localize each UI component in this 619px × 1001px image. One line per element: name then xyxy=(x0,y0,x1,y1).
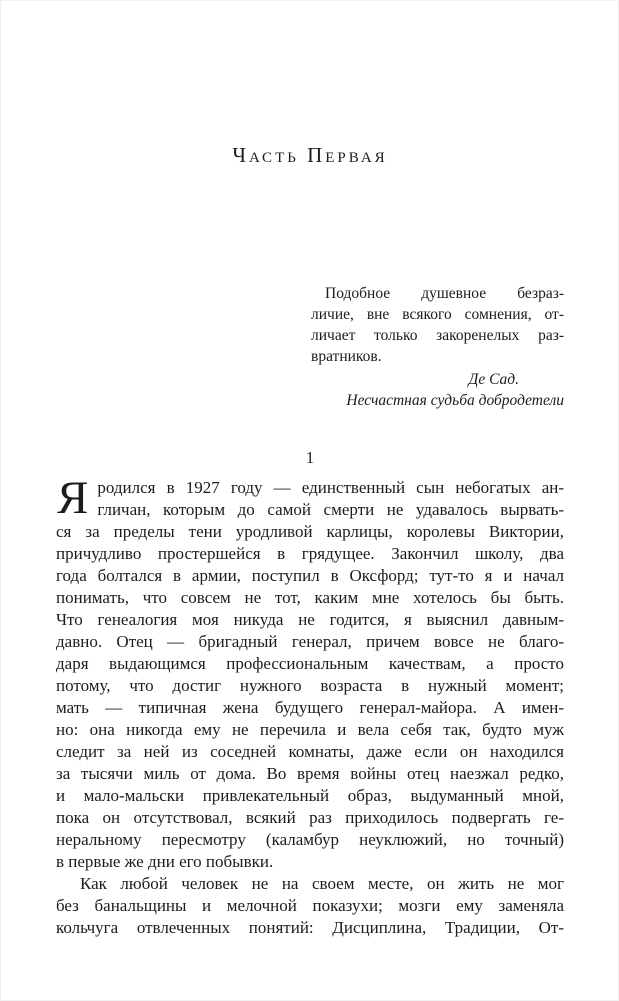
text-line: потому, что достиг нужного возраста в нужный момент; xyxy=(56,676,564,695)
text-line: кольчуга отвлеченных понятий: Дисциплина, Традиции, От- xyxy=(56,918,564,937)
text-line: за тысячи миль от дома. Во время войны отец наезжал редко, xyxy=(56,764,564,783)
text-line: гличан, которым до самой смерти не удавалось вырвать- xyxy=(97,500,564,519)
epigraph-line: Подобное душевное безраз- xyxy=(325,285,564,302)
text-line: родился в 1927 году — единственный сын небогатых ан- xyxy=(97,478,564,497)
text-line: ся за пределы тени уродливой карлицы, королевы Виктории, xyxy=(56,522,564,541)
text-line: Как любой человек не на своем месте, он жить не мог xyxy=(80,874,564,893)
epigraph-attribution: Де Сад. xyxy=(468,371,519,388)
drop-cap: Я xyxy=(57,472,89,524)
text-line: неральному пересмотру (каламбур неуклюжий, но точный) xyxy=(56,830,564,849)
text-line: в первые же дни его побывки. xyxy=(56,852,274,871)
text-line: следит за ней из соседней комнаты, даже если он находился xyxy=(56,742,564,761)
text-line: давно. Отец — бригадный генерал, причем вовсе не благо- xyxy=(56,632,564,651)
body-paragraph xyxy=(56,873,564,939)
epigraph-line: личие, вне всякого сомнения, от- xyxy=(311,306,564,323)
page-content xyxy=(1,142,618,939)
epigraph xyxy=(311,283,564,411)
epigraph-line: вратников. xyxy=(311,348,382,365)
part-title: Часть Первая xyxy=(232,143,388,167)
text-line: мать — типичная жена будущего генерал-майора. А имен- xyxy=(56,698,564,717)
text-line: пока он отсутствовал, всякий раз приходилось подвергать ге- xyxy=(56,808,564,827)
epigraph-source-title: Несчастная судьба добродетели xyxy=(346,392,564,409)
text-line: даря выдающимся профессиональным качествам, а просто xyxy=(56,654,564,673)
text-line: но: она никогда ему не перечила и вела себя так, будто муж xyxy=(56,720,564,739)
body-paragraph xyxy=(56,472,564,873)
text-line: года болтался в армии, поступил в Оксфорд; тут-то я и начал xyxy=(56,566,564,585)
body-text xyxy=(56,472,564,939)
epigraph-line: личает только закоренелых раз- xyxy=(311,327,564,344)
text-line: и мало-мальски привлекательный образ, выдуманный мной, xyxy=(56,786,564,805)
text-line: Что генеалогия моя никуда не годится, я выяснил давным- xyxy=(56,610,564,629)
text-line: понимать, что совсем не тот, каким мне хотелось бы быть. xyxy=(56,588,564,607)
text-line: причудливо простершейся в грядущее. Закончил школу, два xyxy=(56,544,564,563)
text-line: без банальщины и мелочной показухи; мозги ему заменяла xyxy=(56,896,564,915)
chapter-number: 1 xyxy=(305,448,315,467)
